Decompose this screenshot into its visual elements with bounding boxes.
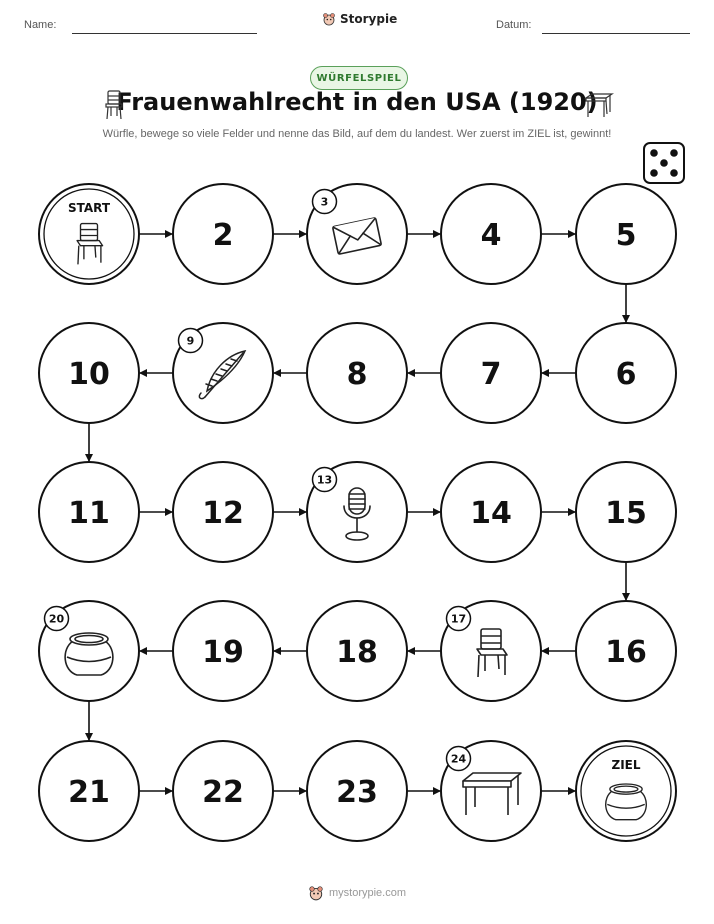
page-title: Frauenwahlrecht in den USA (1920)	[116, 88, 598, 116]
game-type-badge: WÜRFELSPIEL	[310, 66, 408, 90]
instructions: Würfle, bewege so viele Felder und nenne das Bild, auf dem du landest. Wer zuerst im ZIEL ist, gewinnt!	[102, 128, 612, 140]
board-cell-22	[173, 741, 273, 841]
goal-cell	[576, 741, 676, 841]
storypie-mascot-icon	[308, 885, 324, 901]
footer-url: mystorypie.com	[328, 887, 407, 899]
board-cell-8	[307, 323, 407, 423]
start-cell	[39, 184, 139, 284]
date-label: Datum:	[496, 19, 532, 31]
board-cell-2	[173, 184, 273, 284]
cell-number: 4	[480, 218, 502, 253]
board-cell-11	[39, 462, 139, 562]
cell-number: 19	[202, 635, 244, 670]
brand-name: Storypie	[340, 12, 398, 26]
cell-number: 7	[480, 357, 502, 392]
board-cell-12	[173, 462, 273, 562]
board-cell-16	[576, 601, 676, 701]
cell-number: 12	[202, 496, 244, 531]
footer	[0, 885, 714, 901]
board-cell-9	[173, 323, 273, 423]
cell-number-label: 17	[450, 612, 467, 626]
name-label: Name:	[24, 19, 57, 31]
cell-number: 16	[605, 635, 647, 670]
board-cell-5	[576, 184, 676, 284]
cell-number: 18	[336, 635, 378, 670]
board-cell-6	[576, 323, 676, 423]
cell-number: 11	[68, 496, 110, 531]
board-cell-17	[441, 601, 541, 701]
board-cell-13	[307, 462, 407, 562]
board-cell-3	[307, 184, 407, 284]
cell-number: 21	[68, 775, 110, 810]
cell-number: 5	[615, 218, 637, 253]
cell-number: 23	[336, 775, 378, 810]
board-cell-10	[39, 323, 139, 423]
cell-number-label: 24	[450, 752, 467, 766]
board-cell-7	[441, 323, 541, 423]
cell-number-label: 9	[186, 334, 195, 348]
cell-number-label: 20	[48, 612, 65, 626]
cell-number: 2	[212, 218, 234, 253]
cell-number: 6	[615, 357, 637, 392]
goal-label: ZIEL	[611, 758, 641, 772]
board-cell-20	[39, 601, 139, 701]
board-cell-4	[441, 184, 541, 284]
board-cell-15	[576, 462, 676, 562]
cell-number: 10	[68, 357, 110, 392]
pot-icon	[65, 633, 113, 675]
cell-number-label: 3	[320, 195, 329, 209]
cell-number: 8	[346, 357, 368, 392]
board-cell-14	[441, 462, 541, 562]
board-cell-19	[173, 601, 273, 701]
board-cell-24	[441, 741, 541, 841]
cell-number: 14	[470, 496, 512, 531]
cell-number: 15	[605, 496, 647, 531]
pot-icon	[606, 784, 647, 820]
board-cell-23	[307, 741, 407, 841]
cell-number: 22	[202, 775, 244, 810]
board-cell-18	[307, 601, 407, 701]
cell-number-label: 13	[316, 473, 333, 487]
board-cell-21	[39, 741, 139, 841]
start-label: START	[67, 201, 111, 215]
